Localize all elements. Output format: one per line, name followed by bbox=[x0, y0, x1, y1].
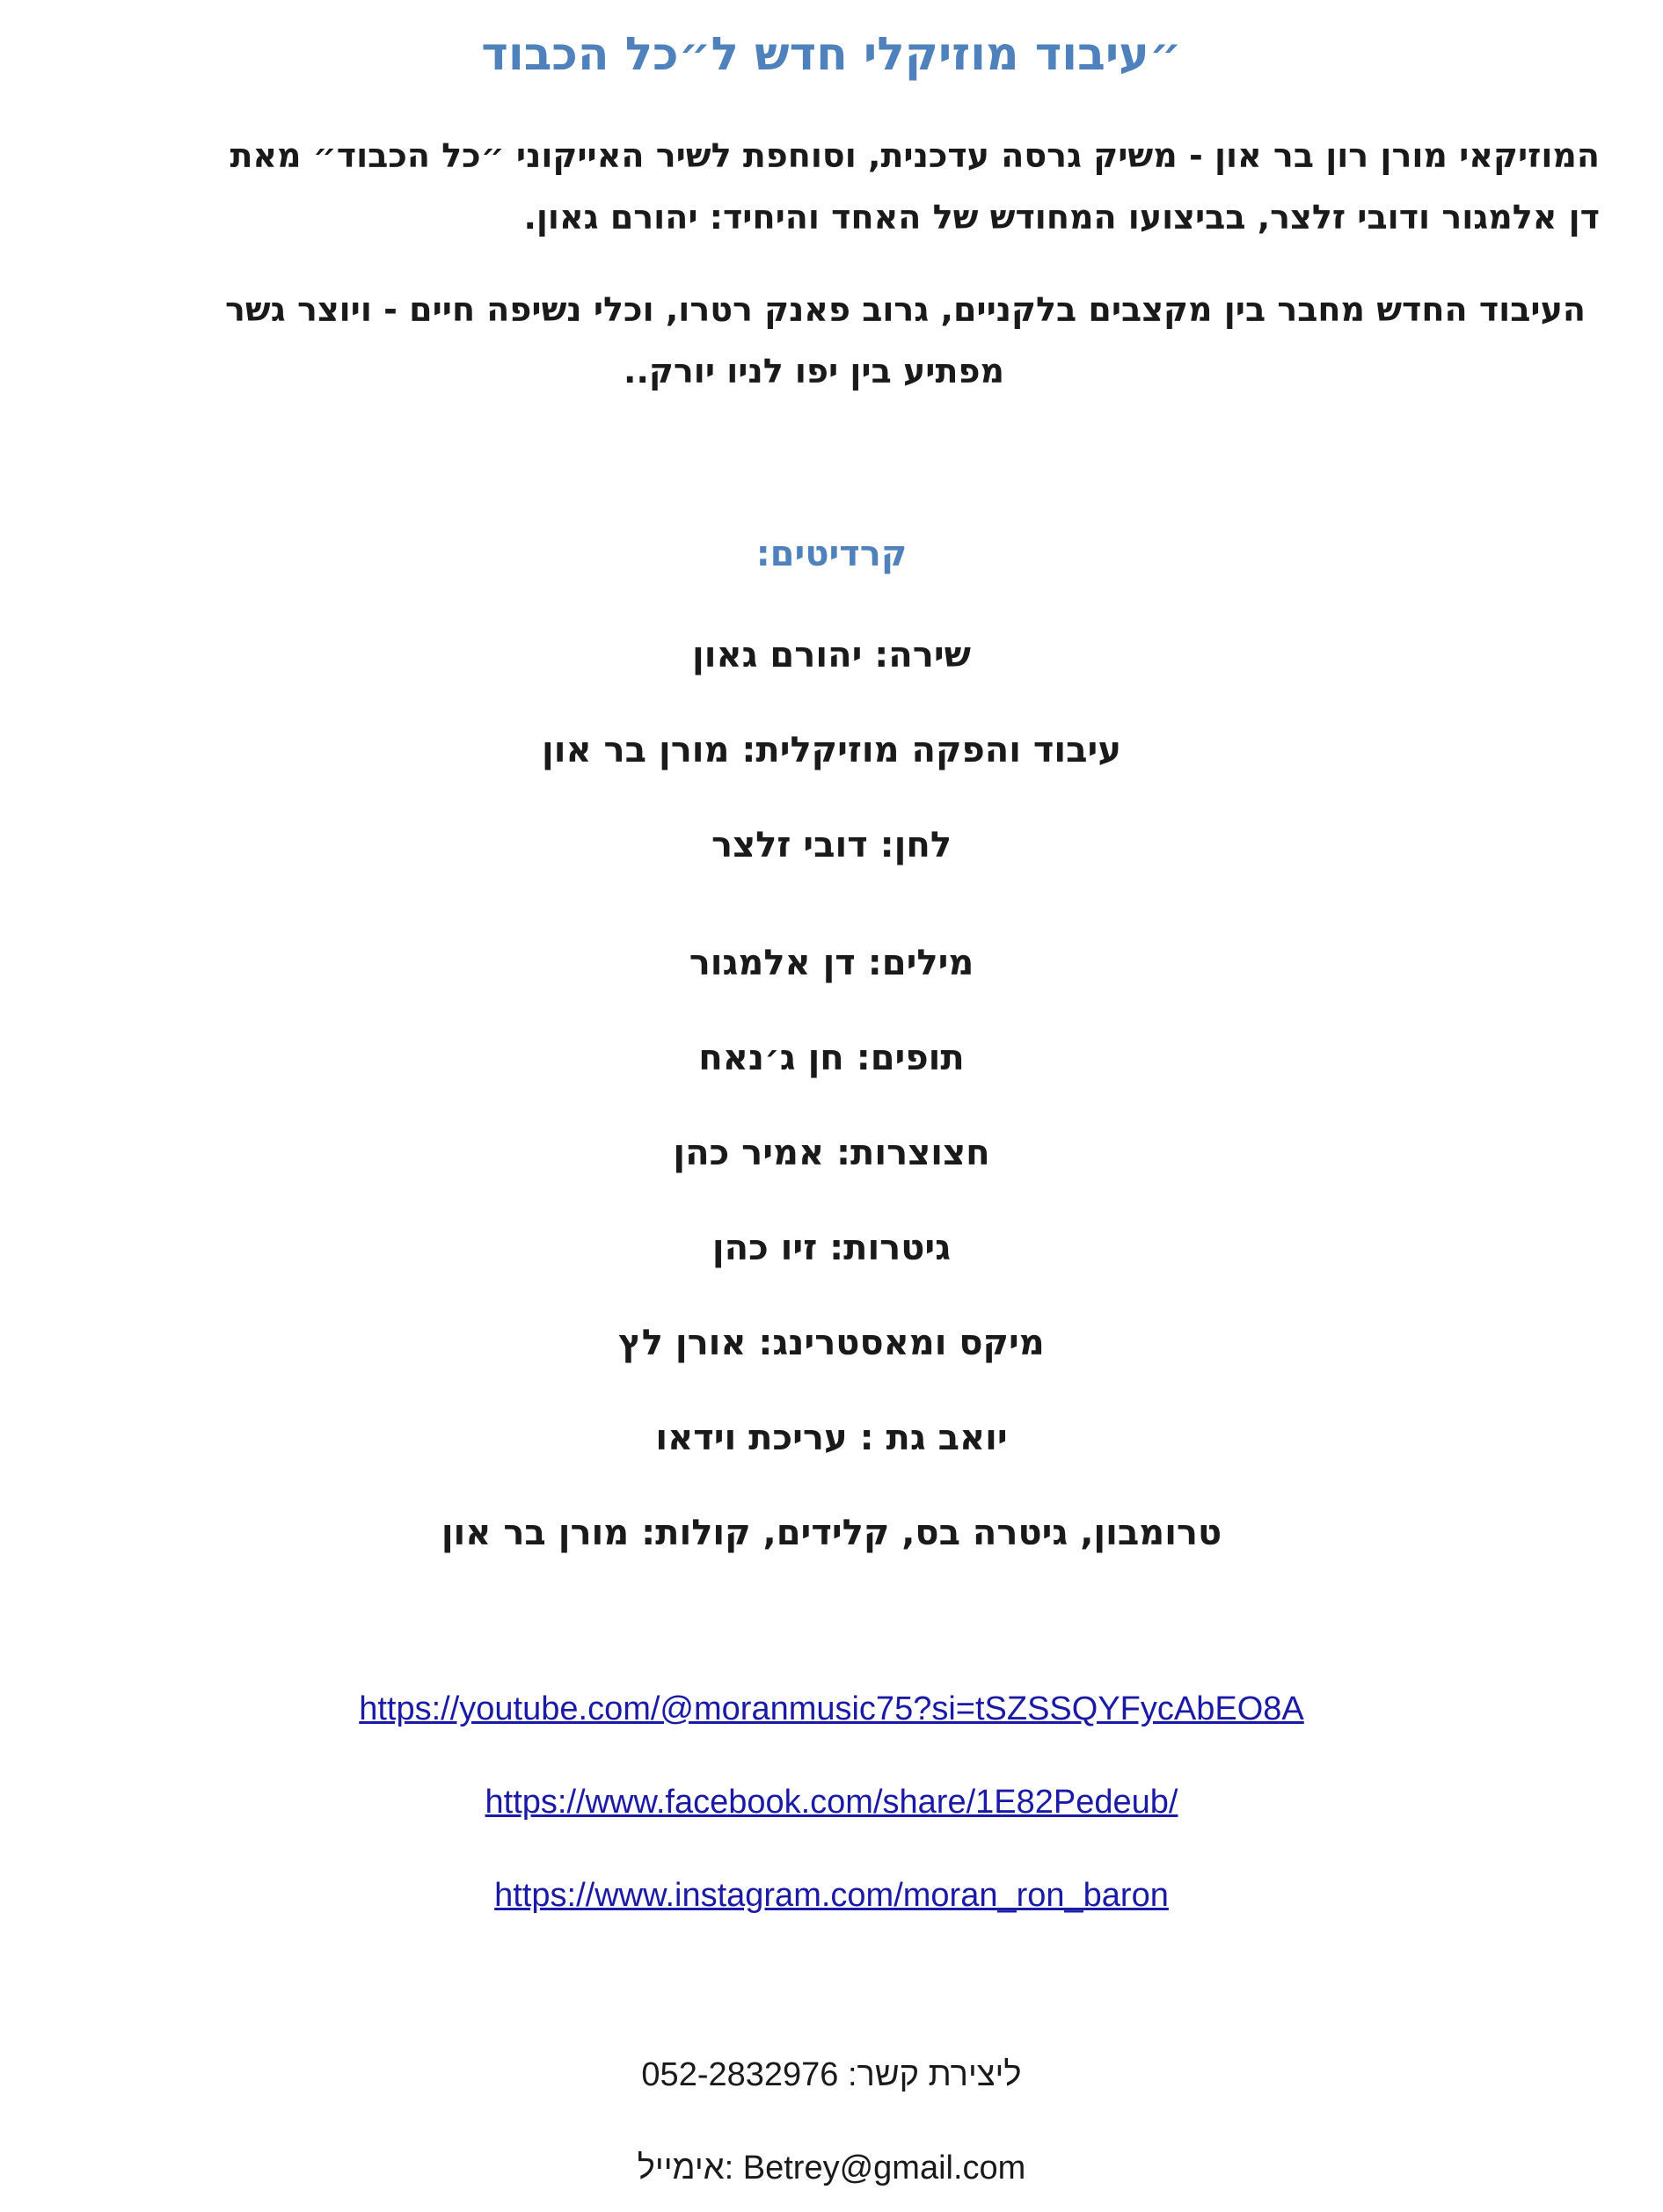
description-paragraph-line: מפתיע בין יפו לניו יורק.. bbox=[624, 352, 1004, 391]
credits-heading: קרדיטים: bbox=[755, 534, 908, 574]
credit-item-guitars: גיטרות: זיו כהן bbox=[711, 1228, 952, 1268]
credit-item-trumpets: חצוצרות: אמיר כהן bbox=[673, 1133, 990, 1173]
description-paragraph-line: העיבוד החדש מחבר בין מקצבים בלקניים, גרוב פאנק רטרו, וכלי נשיפה חיים - ויוצר גשר bbox=[225, 290, 1586, 329]
credit-item-vocals: שירה: יהורם גאון bbox=[692, 635, 971, 675]
contact-email: אימייל: Betrey@gmail.com bbox=[637, 2150, 1026, 2186]
instagram-link[interactable]: https://www.instagram.com/moran_ron_baron bbox=[494, 1877, 1169, 1914]
facebook-link[interactable]: https://www.facebook.com/share/1E82Pedeub/ bbox=[485, 1784, 1178, 1821]
credit-item-lyrics: מילים: דן אלמגור bbox=[689, 943, 974, 983]
credit-item-composer: לחן: דובי זלצר bbox=[711, 825, 952, 865]
contact-phone: ליצירת קשר: 052-2832976 bbox=[641, 2056, 1022, 2093]
page-title: ״עיבוד מוזיקלי חדש ל״כל הכבוד bbox=[481, 28, 1182, 81]
intro-paragraph-line: דן אלמגור ודובי זלצר, בביצועו המחודש של האחד והיחיד: יהורם גאון. bbox=[523, 198, 1600, 237]
credit-item-arrangement: עיבוד והפקה מוזיקלית: מורן בר און bbox=[542, 730, 1121, 770]
credit-item-other-instruments: טרומבון, גיטרה בס, קלידים, קולות: מורן בר און bbox=[441, 1513, 1222, 1553]
youtube-link[interactable]: https://youtube.com/@moranmusic75?si=tSZSSQYFycAbEO8A bbox=[359, 1690, 1304, 1727]
credit-item-drums: תופים: חן ג׳נאח bbox=[698, 1038, 965, 1078]
intro-paragraph-line: המוזיקאי מורן רון בר און - משיק גרסה עדכנית, וסוחפת לשיר האייקוני ״כל הכבוד״ מאת bbox=[230, 136, 1600, 175]
credit-item-video-editing: יואב גת : עריכת וידאו bbox=[655, 1418, 1008, 1458]
credit-item-mix-mastering: מיקס ומאסטרינג: אורן לץ bbox=[618, 1323, 1045, 1363]
